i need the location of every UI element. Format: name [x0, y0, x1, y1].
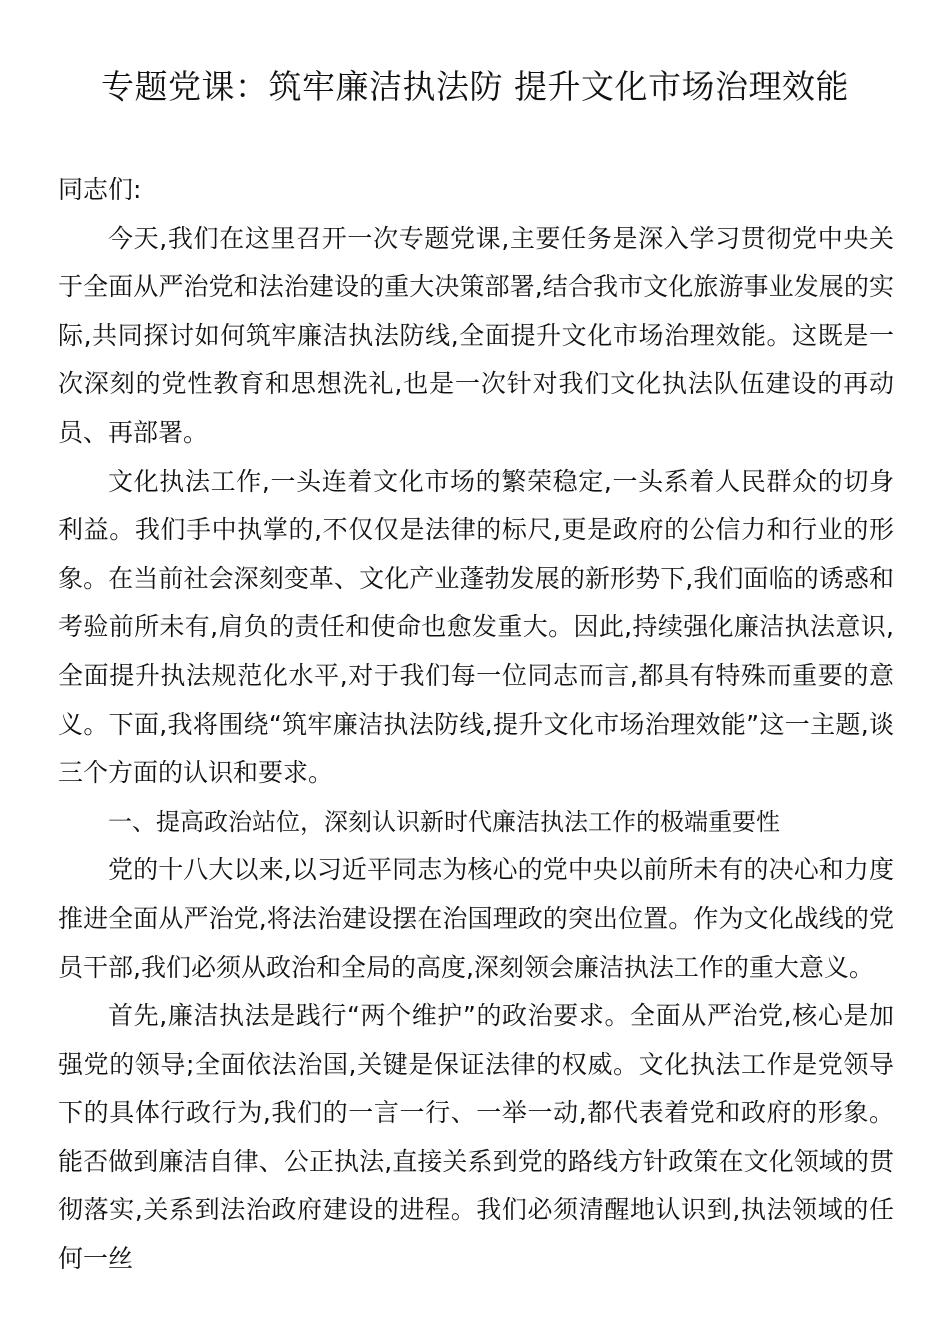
- context-paragraph: 文化执法工作,一头连着文化市场的繁荣稳定,一头系着人民群众的切身利益。我们手中执掌的,不仅仅是法律的标尺,更是政府的公信力和行业的形象。在当前社会深刻变革、文化产业蓬勃发展的新形势下,我们面临的诱惑和考验前所未有,肩负的责任和使命也愈发重大。因此,持续强化廉洁执法意识,全面提升执法规范化水平,对于我们每一位同志而言,都具有特殊而重要的意义。下面,我将围绕“筑牢廉洁执法防线,提升文化市场治理效能”这一主题,谈三个方面的认识和要求。: [58, 466, 894, 788]
- intro-paragraph: 今天,我们在这里召开一次专题党课,主要任务是深入学习贯彻党中央关于全面从严治党和法治建设的重大决策部署,结合我市文化旅游事业发展的实际,共同探讨如何筑牢廉洁执法防线,全面提升文化市场治理效能。这既是一次深刻的党性教育和思想洗礼,也是一次针对我们文化执法队伍建设的再动员、再部署。: [58, 223, 894, 447]
- section-paragraph: 党的十八大以来,以习近平同志为核心的党中央以前所未有的决心和力度推进全面从严治党,将法治建设摆在治国理政的突出位置。作为文化战线的党员干部,我们必须从政治和全局的高度,深刻领会廉洁执法工作的重大意义。: [58, 855, 894, 982]
- document-title: 专题党课：筑牢廉洁执法防 提升文化市场治理效能: [101, 67, 849, 106]
- section-paragraph: 首先,廉洁执法是践行“两个维护”的政治要求。全面从严治党,核心是加强党的领导;全面依法治国,关键是保证法律的权威。文化执法工作是党领导下的具体行政行为,我们的一言一行、一举一动,都代表着党和政府的形象。能否做到廉洁自律、公正执法,直接关系到党的路线方针政策在文化领域的贯彻落实,关系到法治政府建设的进程。我们必须清醒地认识到,执法领域的任何一丝: [58, 1001, 894, 1274]
- section-heading: 一、提高政治站位，深刻认识新时代廉洁执法工作的极端重要性: [108, 807, 780, 836]
- document-body: [58, 166, 894, 1284]
- salutation: 同志们:: [58, 175, 142, 204]
